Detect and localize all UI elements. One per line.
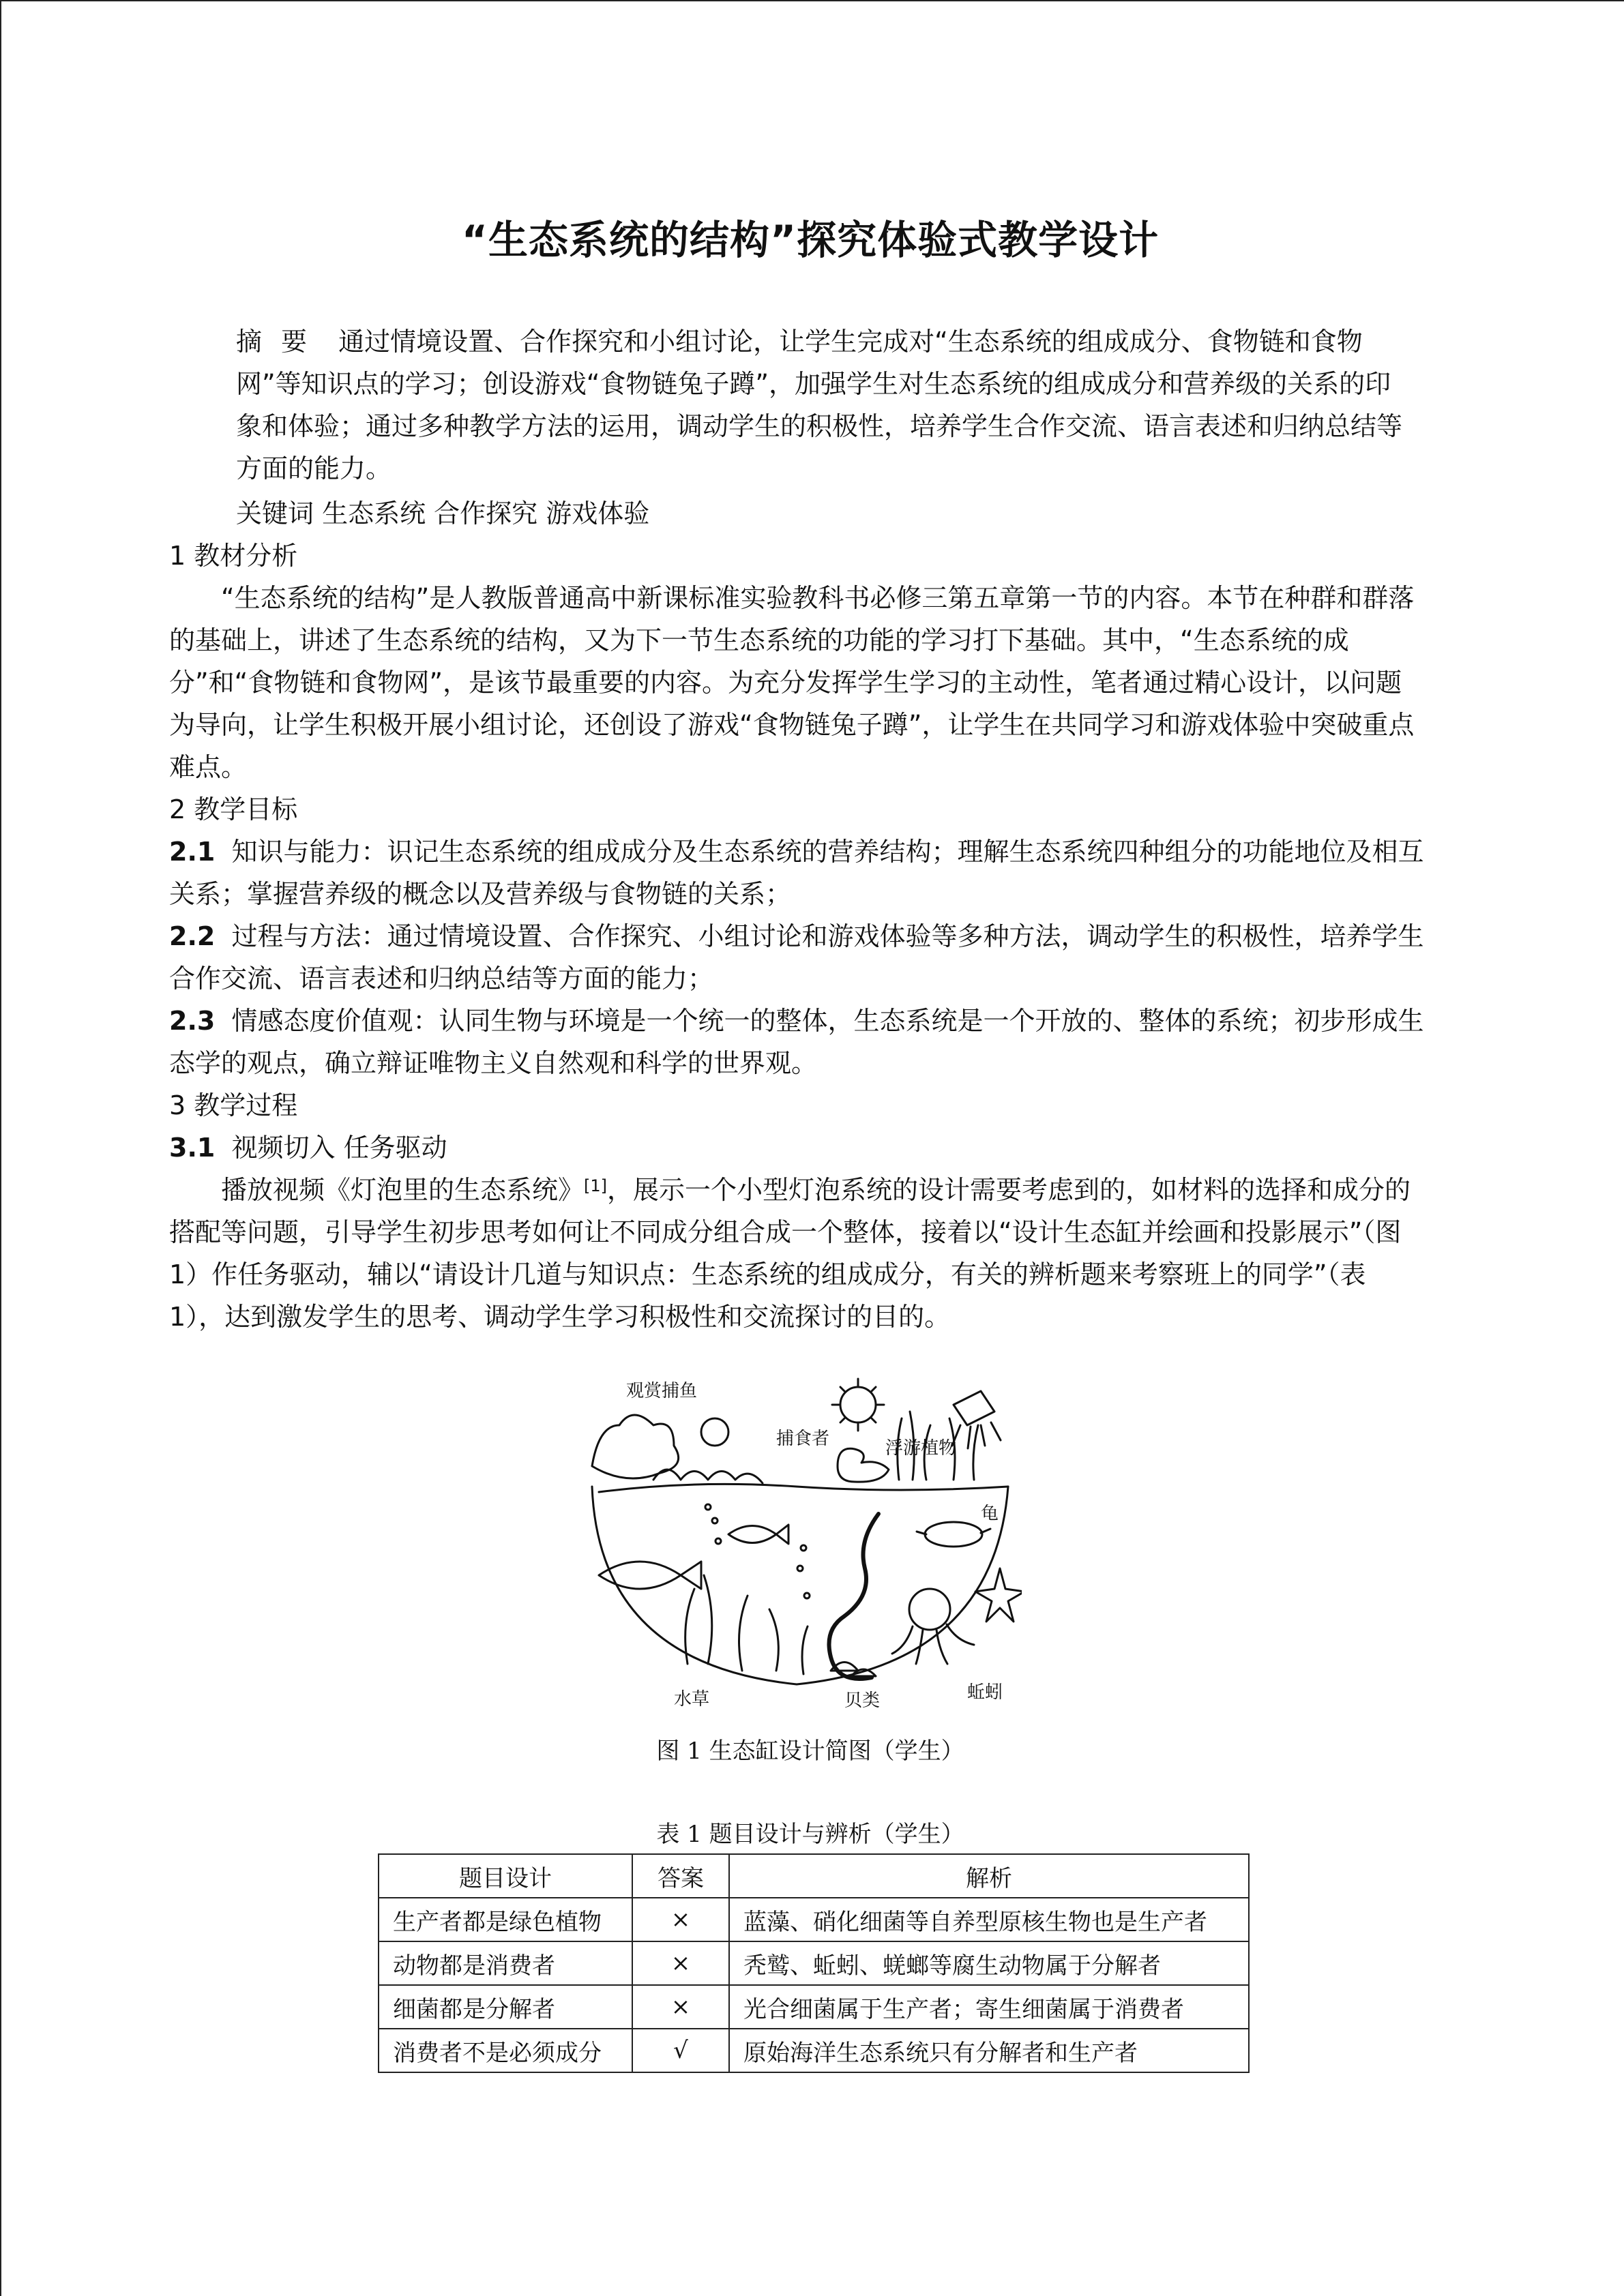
page-title: “生态系统的结构”探究体验式教学设计	[461, 217, 1160, 263]
question-analysis-table	[378, 1853, 1250, 2073]
table-header-row	[379, 1854, 1249, 1898]
starfish-sketch	[975, 1568, 1022, 1622]
label-waterweed: 水草	[674, 1689, 710, 1710]
section-3-1-title: 视频切入 任务驱动	[231, 1133, 447, 1163]
section-2-2-label: 2.2	[169, 921, 216, 951]
section-2-heading: 2 教学目标	[169, 794, 298, 824]
table-row	[379, 1898, 1249, 1941]
figure-caption: 图 1 生态缸设计简图（学生）	[656, 1738, 964, 1765]
cell-answer: ×	[632, 1941, 729, 1985]
table-caption: 表 1 题目设计与辨析（学生）	[656, 1821, 964, 1848]
section-3-heading: 3 教学过程	[169, 1090, 298, 1120]
cell-question: 生产者都是绿色植物	[379, 1898, 632, 1941]
label-turtle: 龟	[981, 1504, 999, 1524]
cell-question: 细菌都是分解者	[379, 1985, 632, 2029]
fish-center-sketch	[728, 1525, 788, 1544]
section-2-3	[169, 1000, 1424, 1084]
table-row	[379, 2029, 1249, 2072]
abstract-label: 摘要	[236, 327, 327, 357]
section-2-1	[169, 831, 1424, 915]
octopus-sketch	[892, 1589, 974, 1664]
header-analysis: 解析	[729, 1854, 1249, 1898]
section-2-2-text: 过程与方法：通过情境设置、合作探究、小组讨论和游戏体验等多种方法，调动学生的积极性，培养学生合作交流、语言表述和归纳总结等方面的能力；	[169, 921, 1424, 994]
cell-analysis: 蓝藻、硝化细菌等自养型原核生物也是生产者	[729, 1898, 1249, 1941]
cell-analysis: 秃鹫、蚯蚓、蜣螂等腐生动物属于分解者	[729, 1941, 1249, 1985]
cell-question: 消费者不是必须成分	[379, 2029, 632, 2072]
section-3-1-label: 3.1	[169, 1133, 216, 1163]
section-2-2	[169, 915, 1424, 1000]
cell-answer: ×	[632, 1898, 729, 1941]
label-shellfish: 贝类	[844, 1690, 881, 1711]
lamp-icon	[952, 1391, 1001, 1448]
keywords: 关键词 生态系统 合作探究 游戏体验	[236, 498, 650, 528]
cell-answer: ×	[632, 1985, 729, 2029]
sun-icon	[832, 1379, 884, 1431]
section-1-text: “生态系统的结构”是人教版普通高中新课标准实验教科书必修三第五章第一节的内容。本节在种群和群落的基础上，讲述了生态系统的结构，又为下一节生态系统的功能的学习打下基础。其中，“生态系统的成分”和“食物链和食物网”，是该节最重要的内容。为充分发挥学生学习的主动性，笔者通过精心设计，以问题为导向，让学生积极开展小组讨论，还创设了游戏“食物链兔子蹲”，让学生在共同学习和游戏体验中突破重点难点。	[169, 583, 1415, 782]
worm-sketch	[829, 1514, 879, 1679]
ecosystem-tank-sketch	[572, 1377, 1022, 1718]
section-1-heading: 1 教材分析	[169, 541, 298, 571]
water-surface	[599, 1484, 1008, 1492]
header-question: 题目设计	[379, 1854, 632, 1898]
header-answer: 答案	[632, 1854, 729, 1898]
section-2-3-label: 2.3	[169, 1006, 216, 1036]
ball-icon	[701, 1418, 728, 1446]
label-earthworm: 蚯蚓	[967, 1682, 1003, 1703]
table-row	[379, 1941, 1249, 1985]
abstract	[236, 320, 1416, 490]
turtle-sketch	[925, 1522, 982, 1547]
section-3-1-text	[169, 1169, 1424, 1338]
cell-answer: √	[632, 2029, 729, 2072]
cell-analysis: 光合细菌属于生产者；寄生细菌属于消费者	[729, 1985, 1249, 2029]
section-3-1-text-a: 播放视频《灯泡里的生态系统》	[221, 1175, 585, 1205]
cell-analysis: 原始海洋生态系统只有分解者和生产者	[729, 2029, 1249, 2072]
bubbles-sketch	[705, 1504, 810, 1598]
section-3-1-text-b: ，展示一个小型灯泡系统的设计需要考虑到的，如材料的选择和成分的搭配等问题，引导学生初步思考如何让不同成分组合成一个整体，接着以“设计生态缸并绘画和投影展示”（图 1）作任务驱动，辅以“请设计几道与知识点：生态系统的组成成分，有关的辨析题来考察班上的同学”（表 1），达到激发学生的思考、调动学生学习积极性和交流探讨的目的。	[169, 1175, 1411, 1332]
abstract-text: 通过情境设置、合作探究和小组讨论，让学生完成对“生态系统的组成成分、食物链和食物网”等知识点的学习；创设游戏“食物链兔子蹲”，加强学生对生态系统的组成成分和营养级的关系的印象和体验；通过多种教学方法的运用，调动学生的积极性，培养学生合作交流、语言表述和归纳总结等方面的能力。	[236, 327, 1403, 483]
section-2-3-text: 情感态度价值观：认同生物与环境是一个统一的整体，生态系统是一个开放的、整体的系统；初步形成生态学的观点，确立辩证唯物主义自然观和科学的世界观。	[169, 1006, 1424, 1078]
section-3-1-heading	[169, 1127, 1424, 1169]
fish-left-sketch	[599, 1562, 701, 1589]
section-2-1-text: 知识与能力：识记生态系统的组成成分及生态系统的营养结构；理解生态系统四种组分的功能地位及相互关系；掌握营养级的概念以及营养级与食物链的关系；	[169, 837, 1424, 909]
table-row	[379, 1985, 1249, 2029]
reference-marker[interactable]: [1]	[584, 1176, 608, 1195]
label-plankton: 浮游植物	[885, 1438, 957, 1459]
tank-bowl-outline	[592, 1487, 1008, 1684]
label-predator: 捕食者	[776, 1429, 830, 1449]
duck-sketch	[838, 1448, 889, 1482]
cell-question: 动物都是消费者	[379, 1941, 632, 1985]
label-ornamental-fish: 观赏捕鱼	[626, 1381, 698, 1401]
water-plants-sketch	[685, 1575, 808, 1674]
bank-rocks	[653, 1470, 763, 1483]
section-2-1-label: 2.1	[169, 837, 216, 867]
